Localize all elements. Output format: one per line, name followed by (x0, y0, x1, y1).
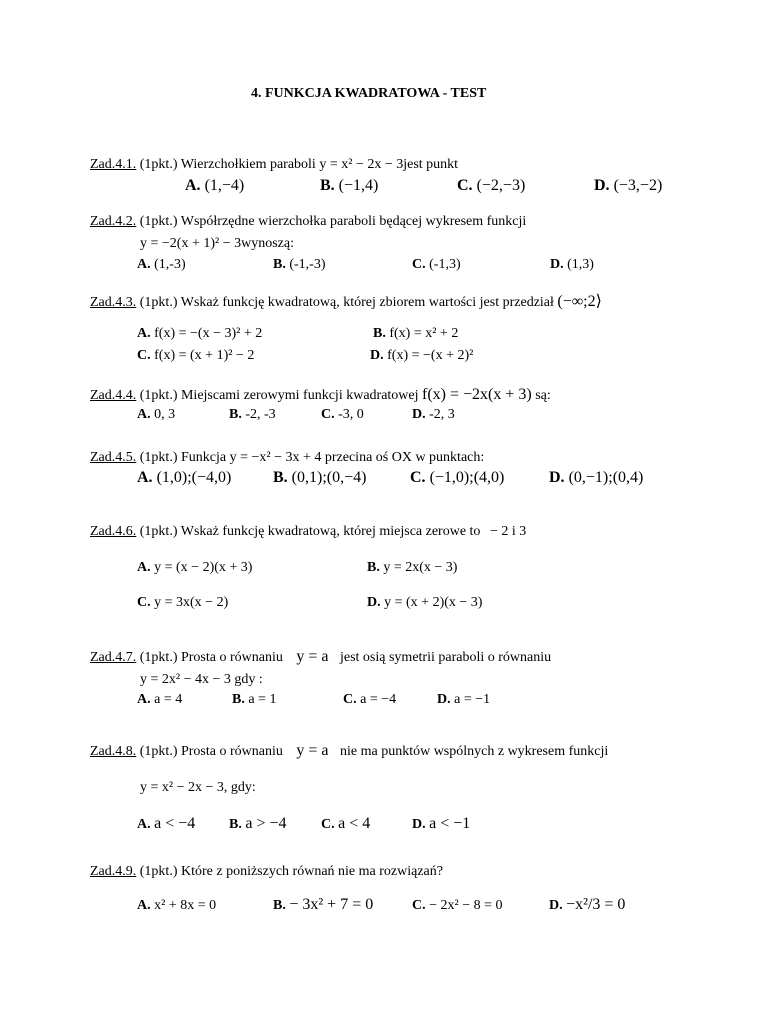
task-9-option-a: A. x² + 8x = 0 (137, 898, 217, 913)
task-4-formula: f(x) = −2x(x + 3) (422, 386, 532, 403)
task-8-formula: y = a (296, 742, 329, 759)
task-9-option-c: C. − 2x² − 8 = 0 (412, 898, 503, 913)
task-7-label: Zad.4.7. (90, 650, 137, 665)
task-1-option-c: C. (−2,−3) (457, 177, 526, 194)
task-2-option-a: A. (1,-3) (137, 257, 186, 272)
task-7-formula: y = a (296, 648, 329, 665)
task-2-formula: y = −2(x + 1)² − 3 (140, 236, 242, 251)
task-5-option-c: C. (−1,0);(4,0) (410, 469, 505, 486)
task-9-option-d: D. −x²/3 = 0 (549, 896, 626, 913)
task-2-formula-line (140, 236, 294, 252)
task-1-formula: y = x² − 2x − 3 (319, 157, 404, 172)
task-8-option-a: A. a < −4 (137, 815, 196, 832)
task-1-option-a: A. (1,−4) (185, 177, 245, 194)
task-1-option-b: B. (−1,4) (320, 177, 379, 194)
task-8-option-c: C. a < 4 (321, 815, 371, 832)
task-7-question (90, 648, 551, 666)
task-3-option-c: C. f(x) = (x + 1)² − 2 (137, 348, 255, 363)
task-8-text: (1pkt.) Prosta o równaniu (139, 744, 283, 759)
task-7-formula2: y = 2x² − 4x − 3 (140, 672, 231, 687)
task-1-question (90, 157, 458, 173)
task-8-text-end2: , gdy: (223, 780, 256, 795)
task-3-option-d: D. f(x) = −(x + 2)² (370, 348, 474, 363)
task-6-question (90, 524, 526, 540)
task-3-option-a: A. f(x) = −(x − 3)² + 2 (137, 326, 263, 341)
task-5-option-a: A. (1,0);(−4,0) (137, 469, 232, 486)
task-2-option-c: C. (-1,3) (412, 257, 461, 272)
task-3-text: (1pkt.) Wskaż funkcję kwadratową, której zbiorem wartości jest przedział (139, 295, 554, 310)
task-1-label: Zad.4.1. (90, 157, 137, 172)
task-9-question (90, 864, 443, 880)
task-2-text: (1pkt.) Współrzędne wierzchołka paraboli będącej wykresem funkcji (139, 214, 527, 229)
task-9-text: (1pkt.) Które z poniższych równań nie ma rozwiązań? (139, 864, 443, 879)
task-4-option-b: B. -2, -3 (229, 407, 276, 422)
task-5-question (90, 450, 484, 466)
task-6-option-d: D. y = (x + 2)(x − 3) (367, 595, 483, 610)
task-7-text-end: jest osią symetrii paraboli o równaniu (339, 650, 552, 665)
task-4-text: (1pkt.) Miejscami zerowymi funkcji kwadratowej (139, 388, 419, 403)
task-6-label: Zad.4.6. (90, 524, 137, 539)
task-1-text: (1pkt.) Wierzchołkiem paraboli (139, 157, 316, 172)
task-5-formula: y = −x² − 3x + 4 (229, 450, 322, 465)
task-4-option-d: D. -2, 3 (412, 407, 455, 422)
task-2-label: Zad.4.2. (90, 214, 137, 229)
task-1-option-d: D. (−3,−2) (594, 177, 663, 194)
task-6-option-b: B. y = 2x(x − 3) (367, 560, 458, 575)
task-8-option-d: D. a < −1 (412, 815, 471, 832)
task-7-text: (1pkt.) Prosta o równaniu (139, 650, 283, 665)
task-4-label: Zad.4.4. (90, 388, 137, 403)
task-9-option-b: B. − 3x² + 7 = 0 (273, 896, 374, 913)
task-6-option-c: C. y = 3x(x − 2) (137, 595, 229, 610)
task-8-label: Zad.4.8. (90, 744, 137, 759)
task-3-option-b: B. f(x) = x² + 2 (373, 326, 459, 341)
task-7-option-a: A. a = 4 (137, 692, 183, 707)
task-5-label: Zad.4.5. (90, 450, 137, 465)
task-3-formula: (−∞;2⟩ (557, 293, 602, 310)
task-8-formula2: y = x² − 2x − 3 (140, 780, 224, 795)
task-4-option-c: C. -3, 0 (321, 407, 364, 422)
task-8-formula-line (140, 780, 256, 796)
task-8-option-b: B. a > −4 (229, 815, 287, 832)
task-3-question (90, 293, 602, 311)
task-5-option-d: D. (0,−1);(0,4) (549, 469, 644, 486)
task-2-question (90, 214, 526, 230)
task-4-option-a: A. 0, 3 (137, 407, 176, 422)
task-3-label: Zad.4.3. (90, 295, 137, 310)
task-1-text-end: jest punkt (403, 157, 459, 172)
task-5-text-end: przecina oś OX w punktach: (324, 450, 485, 465)
task-7-formula-line (140, 672, 263, 688)
task-8-question (90, 742, 608, 760)
task-7-option-b: B. a = 1 (232, 692, 277, 707)
task-2-option-b: B. (-1,-3) (273, 257, 326, 272)
task-8-text-end: nie ma punktów wspólnych z wykresem funkcji (339, 744, 609, 759)
task-5-option-b: B. (0,1);(0,−4) (273, 469, 367, 486)
task-7-option-d: D. a = −1 (437, 692, 491, 707)
task-7-option-c: C. a = −4 (343, 692, 397, 707)
task-4-question (90, 386, 551, 404)
task-6-option-a: A. y = (x − 2)(x + 3) (137, 560, 253, 575)
task-2-text-end: wynoszą: (241, 236, 294, 251)
task-6-formula: − 2 i 3 (489, 524, 527, 539)
task-7-text-end2: gdy : (234, 672, 263, 687)
task-9-label: Zad.4.9. (90, 864, 137, 879)
page-title: 4. FUNKCJA KWADRATOWA - TEST (251, 86, 487, 101)
task-4-text-end: są: (535, 388, 551, 403)
task-5-text: (1pkt.) Funkcja (139, 450, 227, 465)
task-2-option-d: D. (1,3) (550, 257, 594, 272)
task-6-text: (1pkt.) Wskaż funkcję kwadratową, której miejsca zerowe to (139, 524, 481, 539)
